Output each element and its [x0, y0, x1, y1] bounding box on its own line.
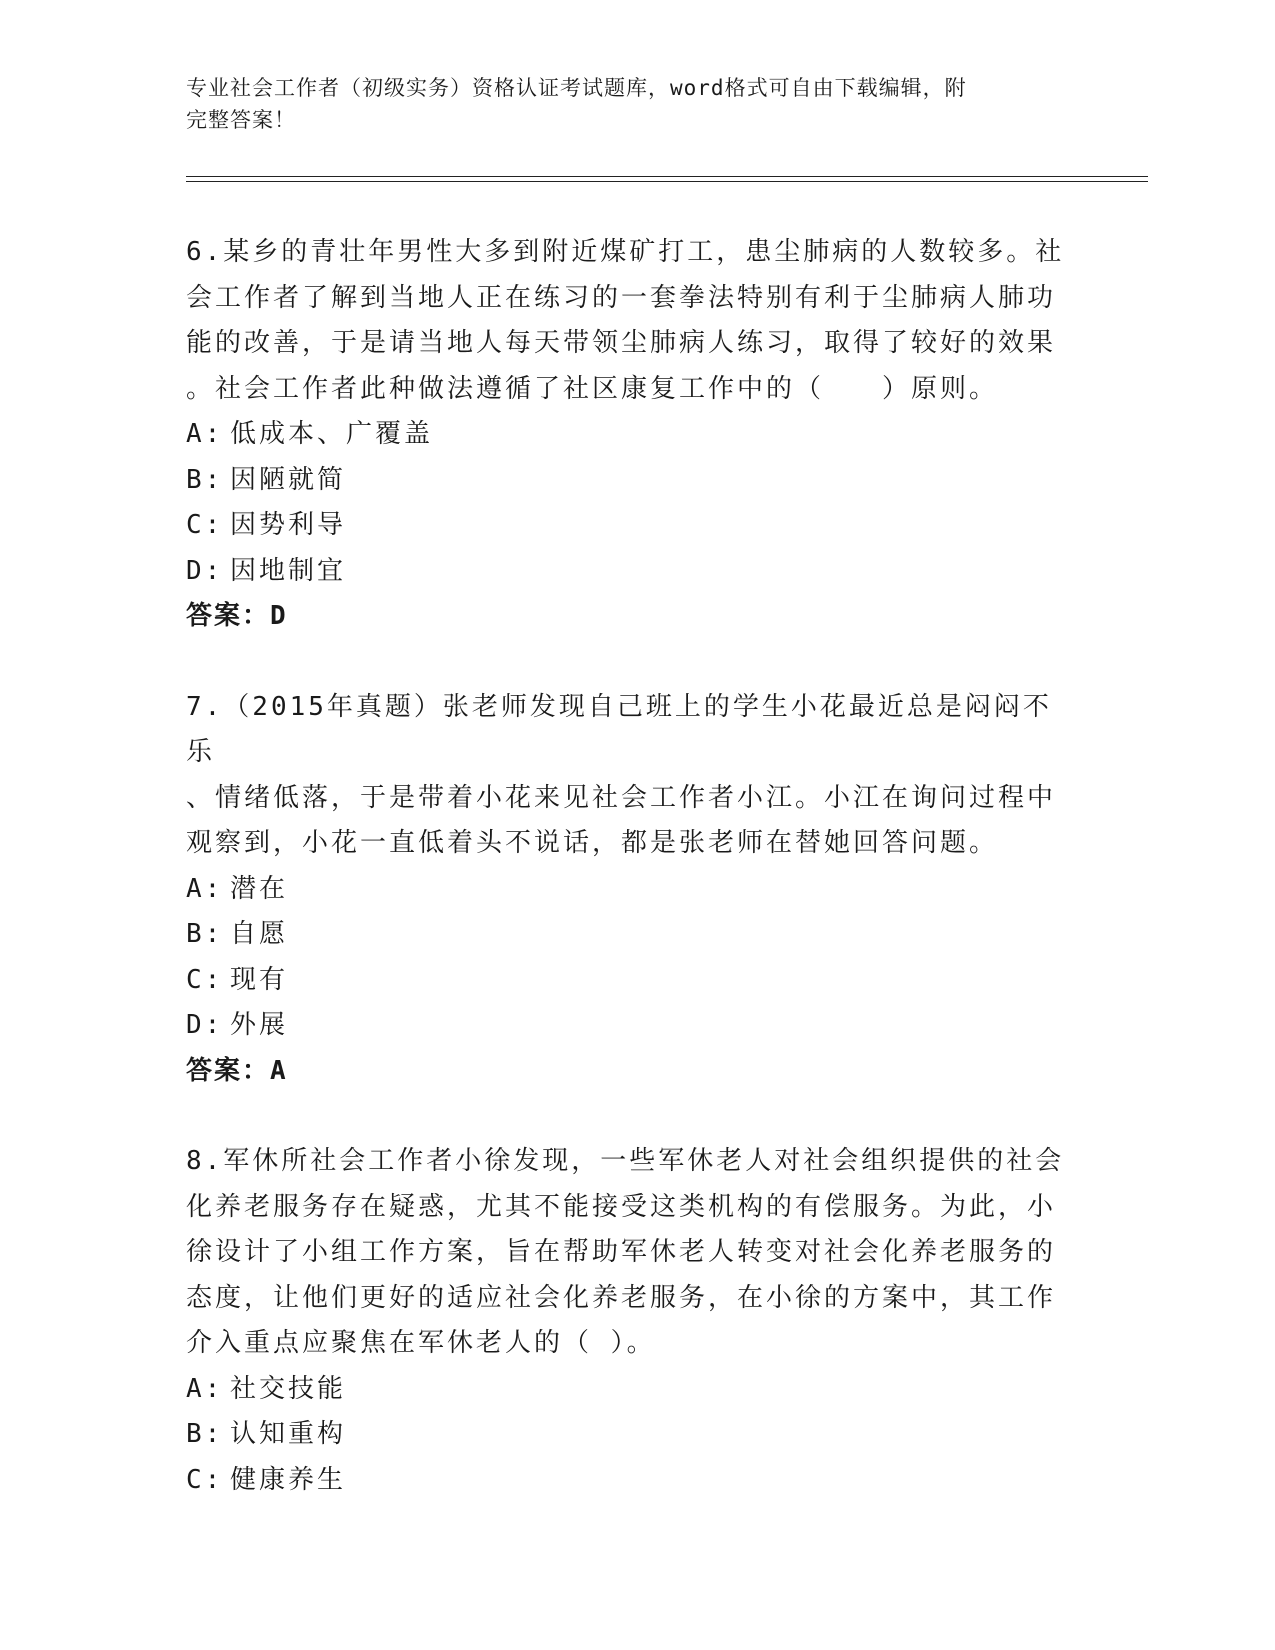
- option-text: 潜在: [230, 873, 289, 904]
- answer-value: D: [270, 601, 288, 631]
- option-letter: D:: [186, 1010, 224, 1040]
- option-text: 健康养生: [230, 1464, 347, 1495]
- option-letter: B:: [186, 464, 224, 495]
- document-header: [186, 72, 1056, 136]
- option-letter: C:: [186, 964, 224, 995]
- stem-line: 态度，让他们更好的适应社会化养老服务，在小徐的方案中，其工作: [186, 1282, 1057, 1313]
- option-b: [186, 458, 1066, 504]
- question-6: [186, 230, 1066, 640]
- stem-line: 能的改善，于是请当地人每天带领尘肺病人练习，取得了较好的效果: [186, 328, 1057, 358]
- answer-label: 答案：: [186, 601, 271, 631]
- option-letter: A:: [186, 419, 224, 449]
- option-text: 因陋就简: [230, 464, 347, 495]
- question-spacer: [186, 640, 1066, 685]
- option-text: 自愿: [230, 919, 289, 949]
- option-text: 低成本、广覆盖: [230, 419, 434, 449]
- option-list: [186, 412, 1066, 594]
- stem-line: 8.军休所社会工作者小徐发现，一些军休老人对社会组织提供的社会: [186, 1146, 1065, 1176]
- stem-line: 会工作者了解到当地人正在练习的一套拳法特别有利于尘肺病人肺功: [186, 282, 1057, 313]
- option-b: [186, 1412, 1066, 1458]
- option-letter: A:: [186, 1373, 224, 1404]
- header-line-2: 完整答案！: [186, 108, 296, 132]
- stem-line: 。社会工作者此种做法遵循了社区康复工作中的（ ）原则。: [186, 373, 999, 404]
- question-stem: [186, 685, 1066, 867]
- option-list: [186, 1367, 1066, 1504]
- option-text: 现有: [230, 964, 289, 995]
- stem-line: 化养老服务存在疑惑，尤其不能接受这类机构的有偿服务。为此，小: [186, 1191, 1057, 1222]
- option-list: [186, 867, 1066, 1049]
- option-d: [186, 1003, 1066, 1049]
- question-7: [186, 685, 1066, 1095]
- header-divider-bottom: [186, 181, 1148, 182]
- option-a: [186, 1367, 1066, 1413]
- option-b: [186, 912, 1066, 958]
- question-list: [186, 230, 1066, 1503]
- option-c: [186, 1458, 1066, 1504]
- option-letter: D:: [186, 555, 224, 586]
- option-d: [186, 549, 1066, 595]
- option-letter: B:: [186, 919, 224, 949]
- option-c: [186, 503, 1066, 549]
- answer-value: A: [270, 1055, 288, 1086]
- option-a: [186, 867, 1066, 913]
- option-letter: C:: [186, 1464, 224, 1495]
- option-text: 因势利导: [230, 510, 347, 540]
- option-letter: B:: [186, 1419, 224, 1449]
- option-letter: C:: [186, 510, 224, 540]
- stem-line: 介入重点应聚焦在军休老人的（ ）。: [186, 1328, 656, 1358]
- answer-label: 答案：: [186, 1055, 271, 1086]
- option-text: 认知重构: [230, 1419, 347, 1449]
- question-8: [186, 1139, 1066, 1503]
- stem-line: 、情绪低落，于是带着小花来见社会工作者小江。小江在询问过程中: [186, 782, 1057, 813]
- stem-line: 7.（2015年真题）张老师发现自己班上的学生小花最近总是闷闷不乐: [186, 691, 1052, 767]
- option-letter: A:: [186, 873, 224, 904]
- option-text: 因地制宜: [230, 555, 347, 586]
- option-a: [186, 412, 1066, 458]
- stem-line: 6.某乡的青壮年男性大多到附近煤矿打工，患尘肺病的人数较多。社: [186, 237, 1065, 267]
- option-text: 外展: [230, 1010, 289, 1040]
- answer-line: [186, 1049, 1066, 1095]
- stem-line: 徐设计了小组工作方案，旨在帮助军休老人转变对社会化养老服务的: [186, 1237, 1057, 1267]
- header-divider-top: [186, 176, 1148, 177]
- question-spacer: [186, 1094, 1066, 1139]
- option-c: [186, 958, 1066, 1004]
- header-line-1: 专业社会工作者（初级实务）资格认证考试题库，word格式可自由下载编辑，附: [186, 76, 967, 100]
- question-stem: [186, 1139, 1066, 1367]
- question-stem: [186, 230, 1066, 412]
- stem-line: 观察到，小花一直低着头不说话，都是张老师在替她回答问题。: [186, 828, 999, 858]
- option-text: 社交技能: [230, 1373, 347, 1404]
- answer-line: [186, 594, 1066, 640]
